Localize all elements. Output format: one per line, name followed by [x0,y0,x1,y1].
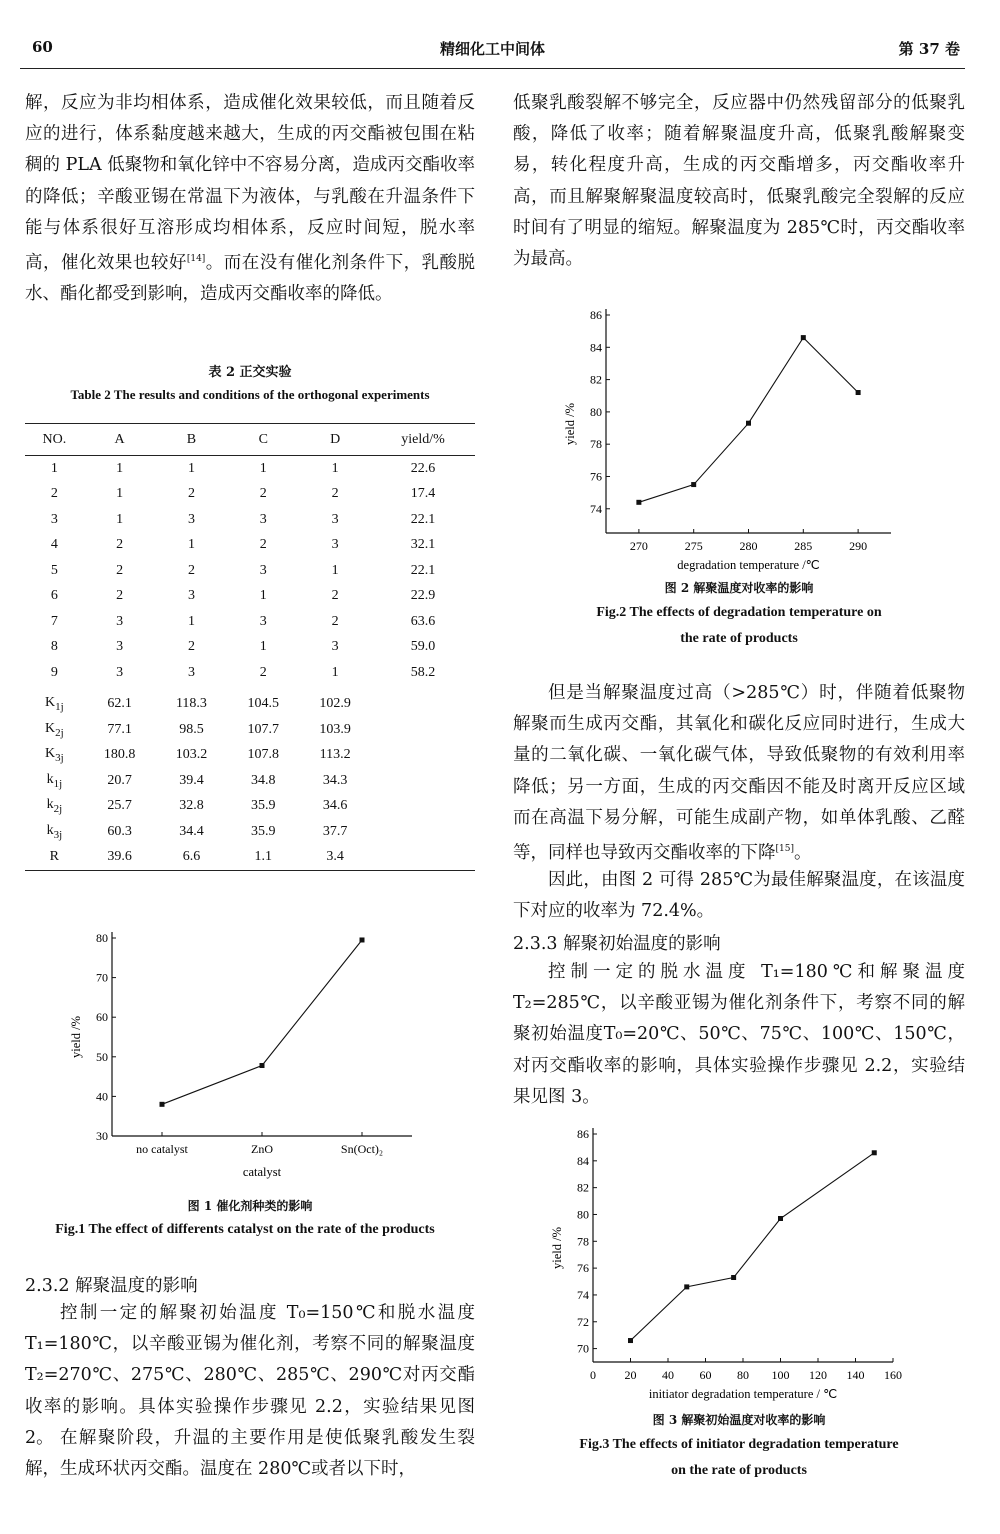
table-cell: 4 [50,537,58,553]
section-heading-2-3-2: 2.3.2 解聚温度的影响 [25,1276,198,1296]
table-cell: R [49,849,60,865]
table-cell: 1 [116,460,124,476]
table-cell [371,717,475,743]
x-tick-label: 120 [809,1368,827,1382]
y-tick-label: 40 [96,1089,108,1104]
table-cell: 34.4 [179,823,204,839]
table-cell: 1 [50,460,58,476]
y-tick-label: 84 [590,340,602,355]
table-cell: 3 [259,511,267,527]
table-row [25,533,475,559]
table-cell: 39.6 [107,849,132,865]
table-cell: 107.7 [247,721,280,737]
table-cell: 3 [187,664,195,680]
k-row [25,743,475,769]
table-cell: 1 [116,511,124,527]
table-cell: $k_{2j}$ [46,797,63,816]
table-cell: 113.2 [319,747,351,763]
table-cell: 1 [331,460,339,476]
y-tick-label: 82 [590,372,602,387]
table-cell: 2 [187,639,195,655]
y-axis-label: yield /% [69,1015,83,1059]
x-tick-label: no catalyst [136,1142,188,1156]
table-caption-cn: 表 2 正交实验 [208,365,292,380]
table-cell: 2 [331,486,339,502]
data-point [260,1063,265,1068]
table-cell: 1 [259,639,267,655]
figure-3-caption-cn: 图 3 解聚初始温度对收率的影响 [652,1413,826,1427]
right-paragraph-4: 控制一定的脱水温度 T₁=180℃和解聚温度 T₂=285℃，以辛酸亚锡为催化剂条件下，考察不同的解聚初始温度T₀=20℃、50℃、75℃、100℃、150℃，对丙交酯收率的影响，具体实验操作步骤见 2.2，实验结果见图 3。 [513,962,965,1107]
table-cell: 34.6 [322,798,348,814]
figure-3-caption-en-line2: on the rate of products [671,1463,807,1478]
table-cell: 1 [187,460,195,476]
y-tick-label: 78 [590,437,602,452]
table-caption-en: Table 2 The results and conditions of the orthogonal experiments [70,387,430,402]
table-cell: 103.9 [319,721,351,737]
data-point [872,1150,877,1155]
y-tick-label: 30 [96,1129,108,1143]
table-cell: 2 [259,486,267,502]
table-cell: 3 [187,588,195,604]
table-cell: 25.7 [107,798,132,814]
table-cell: 6 [50,588,58,604]
table-header-row [25,424,475,456]
x-tick-label: ZnO [251,1142,273,1156]
table-cell: 1 [259,588,267,604]
table-cell [371,743,475,769]
table-cell: 2 [259,537,267,553]
table-cell [371,845,475,871]
table-cell: 3 [116,613,124,629]
k-row [25,794,475,820]
table-cell: 77.1 [107,721,132,737]
table-cell: 32.1 [410,537,436,553]
y-tick-label: 70 [577,1341,589,1356]
x-axis-label: initiator degradation temperature / ℃ [648,1387,838,1401]
table-cell: 2 [259,664,267,680]
figure-1-caption-en: Fig.1 The effect of differents catalyst on the rate of the products [55,1222,435,1237]
x-tick-label: 100 [771,1368,790,1382]
table-cell: 3.4 [326,849,344,865]
table-cell: 104.5 [247,696,280,712]
y-tick-label: 76 [577,1261,589,1276]
x-axis-label: catalyst [242,1165,282,1179]
table-cell: 7 [50,613,58,629]
table-cell: 2 [50,486,58,502]
data-point [360,937,365,942]
table-cell: 2 [116,588,124,604]
table-cell: 3 [116,664,124,680]
x-tick-label: 270 [629,539,648,553]
k-row [25,768,475,794]
table-cell: $k_{3j}$ [46,822,63,841]
table-cell: 98.5 [179,721,204,737]
x-axis-label: degradation temperature /℃ [677,558,820,572]
table-cell: 32.8 [179,798,204,814]
table-cell [371,819,475,845]
series-line [162,940,362,1104]
table-cell: 22.6 [410,460,436,476]
table-cell: 62.1 [107,696,132,712]
right-paragraph-3: 因此，由图 2 可得 285℃为最佳解聚温度，在该温度下对应的收率为 72.4%。 [513,870,965,922]
table-cell: $K_{1j}$ [45,695,64,714]
table-cell [371,768,475,794]
table-cell [371,794,475,820]
citation-14: [14] [186,254,206,265]
table-cell: $K_{2j}$ [45,720,64,739]
table-cell: 2 [331,588,339,604]
series-line [639,338,858,503]
table-cell: 60.3 [107,823,132,839]
left-paragraph-1-tail: 。而在没有催化剂条件下，乳酸脱水、酯化都受到影响，造成丙交酯收率的降低。 [25,252,476,305]
right-paragraph-2 [513,678,965,869]
data-point [856,390,861,395]
x-tick-label: 20 [624,1368,637,1382]
y-axis-label: yield /% [550,1226,564,1270]
table-cell: 63.6 [410,613,436,629]
figure-3-caption-en-line1: Fig.3 The effects of initiator degradation temperature [579,1437,899,1452]
col-header: D [299,424,371,456]
table-row [25,482,475,508]
table-row [25,635,475,661]
figure-2-chart [560,305,905,575]
table-cell: 34.8 [251,772,276,788]
table-cell: 3 [259,562,267,578]
table-row [25,558,475,584]
table-cell: 22.1 [410,511,436,527]
y-tick-label: 74 [577,1287,589,1302]
table-cell: 22.9 [410,588,436,604]
data-point [778,1216,783,1221]
table-cell: 2 [116,562,124,578]
col-header: NO. [25,424,84,456]
table-cell: 2 [331,613,339,629]
table-cell: 3 [331,511,339,527]
table-row [25,660,475,686]
y-tick-label: 60 [96,1010,108,1025]
x-tick-label: 60 [699,1368,712,1382]
x-tick-label: 285 [794,539,813,553]
figure-2-caption-en-line1: Fig.2 The effects of degradation temperature on [596,605,882,620]
y-tick-label: 82 [577,1180,589,1195]
right-paragraph-1: 低聚乳酸裂解不够完全，反应器中仍然残留部分的低聚乳酸，降低了收率；随着解聚温度升高，低聚乳酸解聚变易，转化程度升高，生成的丙交酯增多，丙交酯收率升高，而且解聚解聚温度较高时，低聚乳酸完全裂解的反应时间有了明显的缩短。解聚温度为 285℃时，丙交酯收率为最高。 [513,93,965,270]
table-cell: 3 [259,613,267,629]
right-paragraph-2-text: 但是当解聚温度过高（>285℃）时，伴随着低聚物解聚而生成丙交酯，其氧化和碳化反应同时进行，生成大量的二氧化碳、一氧化碳气体，导致低聚物的有效利用率降低；另一方面，生成的丙交酯因不能及时离开反应区域而在高温下易分解，可能生成副产物，如单体乳酸、乙醛等，同样也导致丙交酯收率的下降 [513,683,965,863]
x-tick-label: Sn(Oct)₂ [340,1142,384,1156]
col-header: A [84,424,156,456]
figure-3-chart [545,1122,920,1407]
data-point [691,482,696,487]
k-row [25,819,475,845]
data-point [684,1284,689,1289]
table-cell: 34.3 [322,772,348,788]
table-cell: 58.2 [410,664,436,680]
table-cell: 3 [331,639,339,655]
left-paragraph-1 [25,88,475,310]
table-cell: 6.6 [182,849,201,865]
table-cell: 17.4 [410,486,436,502]
series-line [631,1153,875,1341]
section-heading-2-3-3: 2.3.3 解聚初始温度的影响 [513,934,721,954]
right-paragraph-2-tail: 。 [793,842,812,863]
table-row [25,609,475,635]
y-tick-label: 76 [590,469,602,484]
data-point [628,1338,633,1343]
table-row [25,507,475,533]
left-paragraph-3: 在解聚阶段，升温的主要作用是使低聚乳酸发生裂解，生成环状丙交酯。温度在 280℃或者以下时， [25,1428,475,1480]
col-header: B [156,424,228,456]
table-cell: 2 [116,537,124,553]
y-tick-label: 74 [590,501,602,516]
table-cell: 102.9 [319,696,351,712]
table-cell: 3 [50,511,58,527]
y-axis-label: yield /% [563,402,577,446]
table-cell: 2 [187,562,195,578]
data-point [801,335,806,340]
table-cell: 1 [331,664,339,680]
table-cell: 1 [259,460,267,476]
table-cell: 37.7 [322,823,348,839]
y-tick-label: 80 [96,931,108,945]
table-cell: 103.2 [175,747,208,763]
table-cell: 2 [187,486,195,502]
table-cell [371,686,475,718]
table-cell: 20.7 [107,772,132,788]
k-row [25,717,475,743]
journal-name: 精细化工中间体 [439,40,545,58]
x-tick-label: 0 [590,1368,596,1382]
orthogonal-table [25,423,475,871]
col-header: yield/% [371,424,475,456]
table-cell: 59.0 [410,639,436,655]
table-cell: 1.1 [254,849,273,865]
x-tick-label: 280 [739,539,758,553]
figure-1-chart [60,920,440,1190]
table-cell: 3 [187,511,195,527]
y-tick-label: 86 [590,308,602,322]
table-cell: $k_{1j}$ [46,771,63,790]
table-cell: 39.4 [179,772,204,788]
table-cell: 3 [331,537,339,553]
table-cell: 35.9 [251,823,276,839]
page-header [20,34,965,69]
x-tick-label: 80 [737,1368,749,1382]
table-cell: 107.8 [247,747,280,763]
x-tick-label: 290 [849,539,868,553]
x-tick-label: 40 [662,1368,674,1382]
table-cell: $K_{3j}$ [45,746,64,765]
k-row [25,845,475,871]
figure-2-caption-cn: 图 2 解聚温度对收率的影响 [664,581,814,595]
left-paragraph-1-text: 解，反应为非均相体系，造成催化效果较低，而且随着反应的进行，体系黏度越来越大，生成的丙交酯被包围在粘稠的 PLA 低聚物和氧化锌中不容易分离，造成丙交酯收率的降低；辛酸亚锡在常温下为液体，与乳酸在升温条件下能与体系很好互溶形成均相体系，反应时间短，脱水率高，催化效果也较好 [25,93,475,273]
table-cell: 180.8 [103,747,136,763]
data-point [160,1102,165,1107]
table-cell: 35.9 [251,798,276,814]
table-row [25,584,475,610]
k-row [25,686,475,718]
figure-2-caption-en-line2: the rate of products [680,631,798,646]
x-tick-label: 140 [846,1368,865,1382]
page-number: 60 [32,38,53,56]
table-cell: 1 [187,537,195,553]
col-header: C [227,424,299,456]
table-cell: 8 [50,639,58,655]
y-tick-label: 86 [577,1127,589,1141]
x-tick-label: 275 [684,539,703,553]
table-cell: 118.3 [175,696,207,712]
table-body [25,456,475,871]
y-tick-label: 78 [577,1234,589,1249]
y-tick-label: 80 [590,404,602,419]
table-cell: 5 [50,562,58,578]
y-tick-label: 84 [577,1153,589,1168]
y-tick-label: 80 [577,1207,589,1222]
x-tick-label: 160 [884,1368,902,1382]
data-point [731,1275,736,1280]
citation-15: [15] [775,844,794,855]
table-cell: 1 [331,562,339,578]
left-paragraph-2: 控制一定的解聚初始温度 T₀=150℃和脱水温度 T₁=180℃，以辛酸亚锡为催化剂，考察不同的解聚温度 T₂=270℃、275℃、280℃、285℃、290℃对丙交酯收率的影响。具体实验操作步骤见 2.2，实验结果见图 2。 [25,1303,475,1448]
table-cell: 22.1 [410,562,436,578]
volume-label: 第 37 卷 [898,40,960,58]
y-tick-label: 72 [577,1314,589,1329]
figure-1-caption-cn: 图 1 催化剂种类的影响 [187,1199,313,1213]
table-cell: 1 [187,613,195,629]
data-point [636,500,641,505]
data-point [746,421,751,426]
y-tick-label: 50 [96,1049,108,1064]
y-tick-label: 70 [96,970,108,985]
table-row [25,456,475,482]
table-cell: 9 [50,664,58,680]
table-cell: 1 [116,486,124,502]
table-cell: 3 [116,639,124,655]
